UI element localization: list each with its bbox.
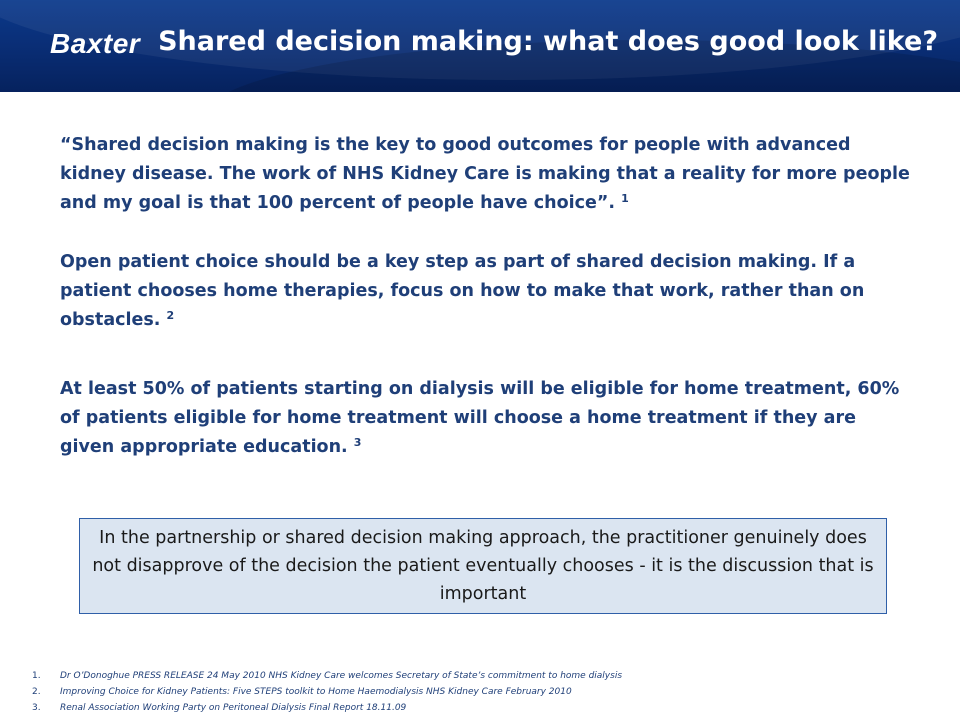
reference-item bbox=[32, 684, 622, 700]
callout-box bbox=[79, 518, 887, 614]
reference-item bbox=[32, 700, 622, 716]
paragraph-text: At least 50% of patients starting on dialysis will be eligible for home treatment, 60% of patients eligible for home treatment will choose a home treatment if they are given appropriate education. bbox=[60, 379, 900, 457]
callout-text: In the partnership or shared decision making approach, the practitioner genuinely does not disapprove of the decision the patient eventually chooses - it is the discussion that is important bbox=[92, 528, 874, 604]
reference-text: Renal Association Working Party on Peritoneal Dialysis Final Report 18.11.09 bbox=[60, 703, 407, 713]
eligibility-paragraph bbox=[60, 375, 910, 462]
reference-marker: 3 bbox=[353, 436, 362, 449]
paragraph-text: “Shared decision making is the key to good outcomes for people with advanced kidney disease. The work of NHS Kidney Care is making that a reality for more people and my goal is that 100 percent of people have choice”. bbox=[60, 135, 910, 213]
paragraph-text: Open patient choice should be a key step as part of shared decision making. If a patient chooses home therapies, focus on how to make that work, rather than on obstacles. bbox=[60, 252, 865, 330]
reference-marker: 1 bbox=[621, 192, 629, 205]
reference-number: 3. bbox=[32, 703, 41, 713]
reference-number: 1. bbox=[32, 671, 41, 681]
reference-text: Improving Choice for Kidney Patients: Five STEPS toolkit to Home Haemodialysis NHS Kidney Care February 2010 bbox=[60, 687, 572, 697]
header-banner bbox=[0, 0, 960, 92]
patient-choice-paragraph bbox=[60, 248, 910, 335]
baxter-logo: Baxter bbox=[50, 28, 141, 59]
reference-text: Dr O’Donoghue PRESS RELEASE 24 May 2010 NHS Kidney Care welcomes Secretary of State’s commitment to home dialysis bbox=[60, 671, 623, 681]
references-list bbox=[32, 668, 622, 716]
slide-title: Shared decision making: what does good look like? bbox=[158, 26, 938, 57]
reference-item bbox=[32, 668, 622, 684]
reference-marker: 2 bbox=[166, 309, 175, 322]
quote-paragraph bbox=[60, 131, 910, 218]
reference-number: 2. bbox=[32, 687, 41, 697]
